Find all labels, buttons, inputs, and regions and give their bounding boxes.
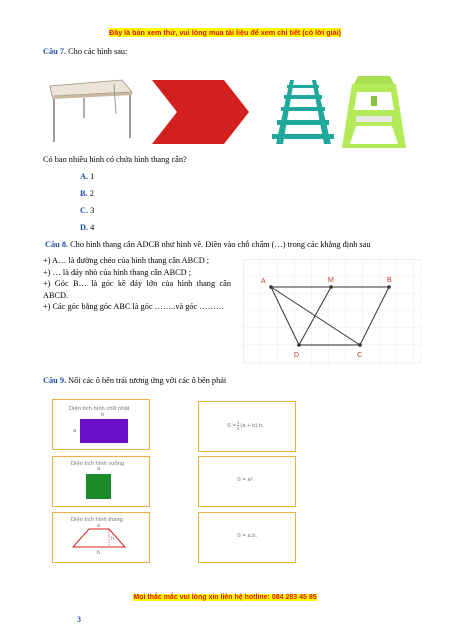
hotline-footer: Mọi thắc mắc vui lòng xin liên hệ hotline: 084 283 45 85 <box>133 594 317 601</box>
q9-left-box-2[interactable]: Diện tích hình vuông a <box>52 456 150 507</box>
chevron-figure <box>152 80 249 144</box>
q8-statement-1: +) A… là đường chéo của hình thang cân ABCD ; <box>43 256 210 265</box>
q8-statement-2: +) … là đáy nhỏ của hình thang cân ABCD ; <box>43 267 192 277</box>
q8-statements <box>43 255 231 313</box>
square-shape <box>86 474 111 499</box>
trapezoid-label-h: h <box>111 536 115 542</box>
q9-heading: Câu 9. Nối các ô bên trái tương ứng với các ô bên phải <box>43 376 227 385</box>
trapezoid-label-b: b <box>97 550 101 556</box>
table-figure <box>50 80 132 142</box>
label-a: A <box>261 278 266 285</box>
q8-statement-4: +) Các góc bằng góc ABC là góc ……..và góc ……… <box>43 302 225 311</box>
label-c: C <box>357 352 363 359</box>
q8-statement-3: +) Góc B… là góc kề đáy lớn của hình thang cân ABCD. <box>43 279 231 300</box>
q9-right-box-1[interactable] <box>198 401 296 452</box>
q9-left-box-1[interactable]: Diện tích hình chữ nhật b a <box>52 399 150 450</box>
trapezoid-shape <box>63 523 143 559</box>
label-b: B <box>387 277 392 284</box>
preview-banner: Đây là bản xem thử, vui lòng mua tài liệu để xem chi tiết (có lời giải) <box>109 28 341 37</box>
formula-trapezoid: S = $\frac{1}{2}$ (a + b).h. <box>227 420 264 431</box>
q7-option-c[interactable]: C. 3 <box>80 206 95 215</box>
q8-heading: Câu 8. Cho hình thang cân ADCB như hình vẽ. Điền vào chỗ chấm (…) trong các khẳng định sau <box>45 240 371 249</box>
stool-figure <box>342 76 406 148</box>
q7-option-b[interactable]: B. 2 <box>80 189 94 198</box>
rail-figure <box>272 80 334 144</box>
q7-option-a[interactable]: A. 1 <box>80 172 95 181</box>
q7-heading: Câu 7. Cho các hình sau: <box>43 47 128 56</box>
label-d: D <box>294 352 300 359</box>
formula-rectangle: S = a.b. <box>237 533 258 539</box>
rectangle-shape <box>80 419 128 443</box>
formula-square: S = a². <box>237 477 255 483</box>
page-number: 3 <box>77 615 81 624</box>
q9-right-box-3[interactable] <box>198 512 296 563</box>
label-m: M <box>328 277 334 284</box>
trapezoid-label-a: a <box>97 523 101 529</box>
q7-option-d[interactable]: D. 4 <box>80 223 95 232</box>
q7-figures <box>44 72 424 152</box>
q8-trapezoid-figure <box>243 259 421 364</box>
q9-right-box-2[interactable] <box>198 456 296 507</box>
q7-question: Có bao nhiêu hình có chứa hình thang cân? <box>43 155 187 164</box>
q9-left-box-3[interactable]: Diện tích hình thang a h b <box>52 512 150 563</box>
